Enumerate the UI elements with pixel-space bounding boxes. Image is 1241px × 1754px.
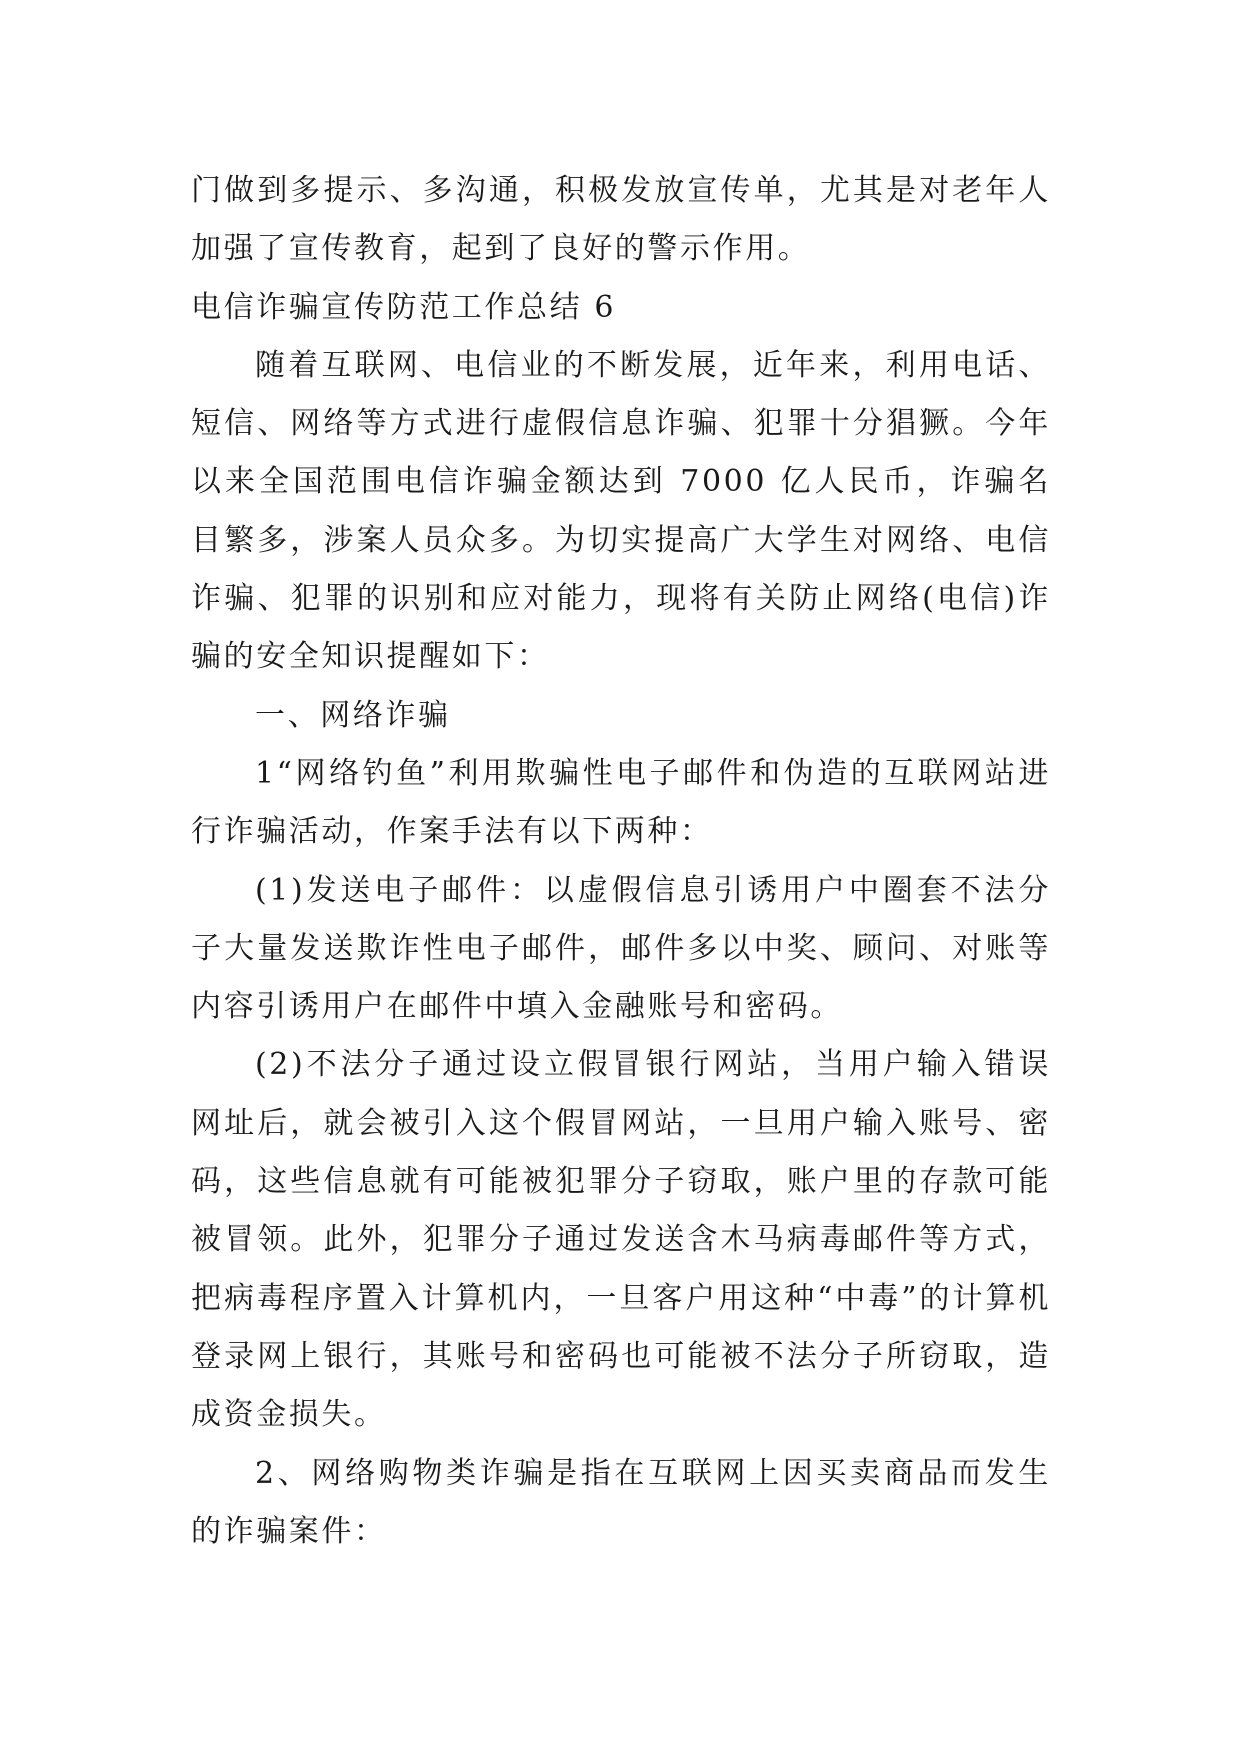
paragraph-email: (1)发送电子邮件：以虚假信息引诱用户中圈套不法分子大量发送欺诈性电子邮件，邮件多以中奖、顾问、对账等内容引诱用户在邮件中填入金融账号和密码。 [191, 872, 1051, 1025]
paragraph-continuation: 门做到多提示、多沟通，积极发放宣传单，尤其是对老年人加强了宣传教育，起到了良好的警示作用。 [191, 173, 1051, 267]
paragraph-fake-bank: (2)不法分子通过设立假冒银行网站，当用户输入错误网址后，就会被引入这个假冒网站，一旦用户输入账号、密码，这些信息就有可能被犯罪分子窃取，账户里的存款可能被冒领。此外，犯罪分子通过发送含木马病毒邮件等方式，把病毒程序置入计算机内，一旦客户用这种“中毒”的计算机登录网上银行，其账号和密码也可能被不法分子所窃取，造成资金损失。 [191, 1047, 1051, 1433]
document-body [191, 162, 1051, 1561]
subheading-network-fraud: 一、网络诈骗 [255, 697, 451, 733]
paragraph-phishing: 1“网络钓鱼”利用欺骗性电子邮件和伪造的互联网站进行诈骗活动，作案手法有以下两种： [191, 755, 1051, 850]
section-title: 电信诈骗宣传防范工作总结 6 [191, 289, 617, 325]
paragraph-shopping-fraud: 2、网络购物类诈骗是指在互联网上因买卖商品而发生的诈骗案件： [191, 1455, 1051, 1549]
paragraph-intro: 随着互联网、电信业的不断发展，近年来，利用电话、短信、网络等方式进行虚假信息诈骗、犯罪十分猖獗。今年以来全国范围电信诈骗金额达到 7000 亿人民币，诈骗名目繁多，涉案人员众多。为切实提高广大学生对网络、电信诈骗、犯罪的识别和应对能力，现将有关防止网络(电信)诈骗的安全知识提醒如下： [191, 347, 1051, 675]
